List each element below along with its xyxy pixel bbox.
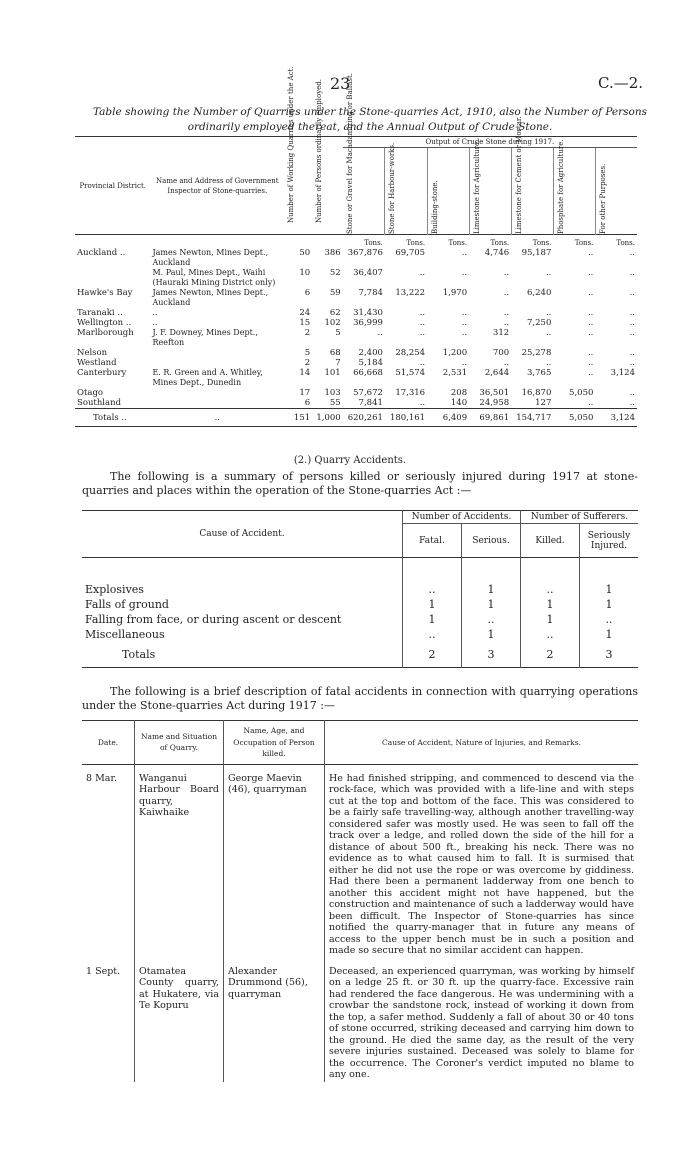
output-col-header xyxy=(595,148,637,235)
output-cell: .. xyxy=(419,318,426,328)
output-cell: .. xyxy=(377,328,383,338)
quarries-cell: 2 xyxy=(304,328,311,338)
district-cell: Southland xyxy=(77,398,122,408)
quarries-cell: 6 xyxy=(304,288,311,298)
col-quarries: Number of Working Quarries under the Act. xyxy=(287,66,296,223)
output-cell: 1,200 xyxy=(442,348,468,358)
output-cell: 17,316 xyxy=(395,388,426,398)
output-cell: .. xyxy=(629,318,635,328)
injured-cell: 1 xyxy=(580,627,639,642)
output-cell: 7,784 xyxy=(358,288,383,298)
output-cell: .. xyxy=(419,308,426,318)
acc-col-killed: Killed. xyxy=(521,524,580,558)
district-cell: Nelson xyxy=(77,348,108,358)
output-cell: 367,876 xyxy=(347,248,383,258)
fatal-cell: .. xyxy=(403,582,462,597)
col-inspector: Name and Address of Government Inspector of Stone-quarries. xyxy=(156,176,279,195)
fatal-row xyxy=(82,958,638,1082)
injured-cell: .. xyxy=(580,612,639,627)
output-cell: .. xyxy=(629,248,635,258)
cause-cell: Falls of ground xyxy=(85,597,169,611)
inspector-cell xyxy=(150,398,284,409)
output-cell: .. xyxy=(587,308,594,318)
persons-cell: 386 xyxy=(324,248,341,258)
output-cell: .. xyxy=(629,398,635,408)
unit-spacer xyxy=(75,235,150,249)
output-cell: 140 xyxy=(450,398,468,408)
inspector-cell: James Newton, Mines Dept., Auckland xyxy=(152,288,269,307)
totals-output: 154,717 xyxy=(516,412,552,423)
output-cell: .. xyxy=(503,358,510,368)
acc-col-cause: Cause of Accident. xyxy=(199,529,285,539)
output-cell: 1,970 xyxy=(442,288,468,298)
unit-spacer xyxy=(150,235,284,249)
spacer-row xyxy=(82,558,638,582)
killed-cell: 1 xyxy=(521,597,580,612)
output-col-header xyxy=(511,116,553,235)
fatal-col-cause: Cause of Accident, Nature of Injuries, and Remarks. xyxy=(325,721,639,765)
persons-cell: 59 xyxy=(329,288,341,298)
cause-remarks-cell: He had finished stripping, and commenced to descend via the rock-face, which was provided with a life-line and with steps cut at the top and bottom of the face. This was considered to be a fairly safe travelling-way, although another travelling-way considered safer was mostly used. He was seen to fall off the track over a ledge, and rolled down the side of the hill for a distance of about 500 ft., breaking his neck. There was no evidence as to what caused him to fall. It is surmised that either he did not use the rope or was overcome by giddiness. Had there been a permanent ladderway from one bench to another this accident might not have happened, but the construction and maintenance of such a ladderway would have been difficult. The Inspector of Stone-quarries has since notified the quarry-manager that in future any means of access to the upper bench must be in such a position and made so secure that no similar accident can happen. xyxy=(325,764,639,958)
serious-cell: 1 xyxy=(462,597,521,612)
output-cell: .. xyxy=(503,288,510,298)
output-cell: .. xyxy=(503,308,510,318)
totals-output: 180,161 xyxy=(389,412,426,423)
acc-col-injured: Seriously Injured. xyxy=(580,524,639,558)
fatal-accidents-table xyxy=(82,720,638,1082)
output-cell: 7,250 xyxy=(527,318,552,328)
output-cell: 2,531 xyxy=(442,368,468,378)
fatal-col-quarry: Name and Situation of Quarry. xyxy=(135,721,224,765)
output-cell: 13,222 xyxy=(395,288,426,298)
table-row xyxy=(75,368,637,388)
persons-cell: 7 xyxy=(335,358,341,368)
output-cell: .. xyxy=(419,358,426,368)
totals-persons: 1,000 xyxy=(316,412,341,423)
table-row xyxy=(75,328,637,348)
output-cell: .. xyxy=(587,358,594,368)
quarries-cell: 6 xyxy=(304,398,311,408)
output-cell: 31,430 xyxy=(353,308,383,318)
output-cell: .. xyxy=(461,328,468,338)
acc-col-num-accidents: Number of Accidents. xyxy=(403,511,521,524)
output-cell: 16,870 xyxy=(521,388,552,398)
unit-label: Tons. xyxy=(532,239,552,247)
quarries-cell: 24 xyxy=(299,308,311,318)
output-cell: .. xyxy=(461,268,468,278)
spacer xyxy=(82,558,403,582)
inspector-cell: J. F. Downey, Mines Dept., Reefton xyxy=(152,328,258,347)
output-cell: 2,400 xyxy=(358,348,383,358)
quarries-cell: 2 xyxy=(304,358,311,368)
totals-quarries: 151 xyxy=(293,412,311,423)
person-cell: Alexander Drummond (56), quarryman xyxy=(224,958,325,1082)
district-cell: Taranaki .. xyxy=(77,308,123,318)
quarries-cell: 15 xyxy=(299,318,311,328)
output-cell: .. xyxy=(629,328,635,338)
fatal-cell: 1 xyxy=(403,612,462,627)
output-cell: 312 xyxy=(492,328,510,338)
quarries-cell: 50 xyxy=(299,248,311,258)
district-cell xyxy=(75,268,150,288)
output-col-header xyxy=(385,142,427,235)
fatal-col-person: Name, Age, and Occupation of Person killed. xyxy=(224,721,325,765)
table-row xyxy=(75,248,637,268)
fatal-total: 2 xyxy=(403,642,462,668)
output-cell: .. xyxy=(587,368,594,378)
output-col-label: Stone for Harbour-works. xyxy=(388,142,397,234)
output-cell: 51,574 xyxy=(395,368,426,378)
col-persons: Number of Persons ordinarily employed. xyxy=(315,79,324,223)
table-row xyxy=(75,388,637,398)
output-col-label: Limestone for Cement or Mortar. xyxy=(514,116,523,234)
date-cell: 1 Sept. xyxy=(86,965,121,977)
date-cell: 8 Mar. xyxy=(86,772,117,784)
output-cell: 36,999 xyxy=(353,318,383,328)
totals-inspector: .. xyxy=(214,412,220,423)
output-cell: .. xyxy=(545,358,552,368)
killed-cell: 1 xyxy=(521,612,580,627)
col-district: Provincial District. xyxy=(79,181,147,190)
accident-row xyxy=(82,612,638,627)
spacer xyxy=(403,558,462,582)
district-cell: Wellington .. xyxy=(77,318,132,328)
output-cell: .. xyxy=(545,308,552,318)
output-cell: 127 xyxy=(535,398,552,408)
output-cell: 6,240 xyxy=(527,288,552,298)
table-row xyxy=(75,358,637,368)
fatal-cell: 1 xyxy=(403,597,462,612)
output-cell: .. xyxy=(629,288,635,298)
output-cell: 4,746 xyxy=(484,248,510,258)
output-cell: .. xyxy=(503,318,510,328)
person-cell: George Maevin (46), quarryman xyxy=(224,764,325,958)
inspector-cell: .. xyxy=(152,308,158,317)
output-cell: .. xyxy=(629,348,635,358)
quarry-cell: Otamatea County quarry, at Hukatere, via Te Kopuru xyxy=(135,958,224,1082)
col-output-group: Output of Crude Stone during 1917. xyxy=(343,137,637,148)
inspector-cell xyxy=(150,388,284,398)
unit-spacer xyxy=(312,235,343,249)
unit-label: Tons. xyxy=(490,239,510,247)
accidents-table xyxy=(82,510,638,668)
output-cell: 69,705 xyxy=(395,248,426,258)
table-row xyxy=(75,288,637,308)
output-cell: 5,050 xyxy=(569,388,594,398)
persons-cell: 5 xyxy=(335,328,341,338)
output-cell: .. xyxy=(587,248,594,258)
table-row xyxy=(75,308,637,318)
injured-cell: 1 xyxy=(580,582,639,597)
output-cell: .. xyxy=(419,328,426,338)
acc-col-num-sufferers: Number of Sufferers. xyxy=(521,511,639,524)
output-cell: 24,958 xyxy=(479,398,510,408)
accidents-intro: The following is a summary of persons killed or seriously injured during 1917 at stone-quarries and places within the operation of the Stone-quarries Act :— xyxy=(82,470,638,497)
totals-label: Totals .. xyxy=(93,412,127,423)
serious-cell: 1 xyxy=(462,627,521,642)
output-cell: .. xyxy=(587,328,594,338)
district-cell: Marlborough xyxy=(77,328,134,338)
accident-totals-label: Totals xyxy=(122,647,156,661)
document-reference: C.—2. xyxy=(598,74,644,92)
output-cell: 36,501 xyxy=(479,388,510,398)
output-cell: 5,184 xyxy=(358,358,383,368)
persons-cell: 62 xyxy=(329,308,341,318)
spacer xyxy=(580,558,639,582)
output-cell: 2,644 xyxy=(484,368,510,378)
output-cell: 95,187 xyxy=(521,248,552,258)
accident-row xyxy=(82,582,638,597)
output-cell: 3,765 xyxy=(527,368,552,378)
output-cell: 66,668 xyxy=(353,368,383,378)
quarries-cell: 10 xyxy=(299,268,311,278)
output-cell: .. xyxy=(587,288,594,298)
output-col-label: For other Purposes. xyxy=(598,163,607,234)
inspector-cell: .. xyxy=(152,318,158,327)
output-cell: .. xyxy=(587,318,594,328)
output-col-header xyxy=(469,139,511,235)
inspector-cell: M. Paul, Mines Dept., Waihi (Hauraki Mining District only) xyxy=(152,268,276,287)
inspector-cell: E. R. Green and A. Whitley, Mines Dept., Dunedin xyxy=(152,368,263,387)
accident-row xyxy=(82,597,638,612)
output-cell: .. xyxy=(587,348,594,358)
output-col-label: Limestone for Agriculture. xyxy=(472,139,481,234)
output-cell: 7,841 xyxy=(358,398,383,408)
killed-total: 2 xyxy=(521,642,580,668)
output-cell: 700 xyxy=(492,348,510,358)
output-cell: 25,278 xyxy=(521,348,552,358)
acc-col-fatal: Fatal. xyxy=(403,524,462,558)
injured-cell: 1 xyxy=(580,597,639,612)
output-cell: .. xyxy=(461,248,468,258)
accident-row xyxy=(82,627,638,642)
persons-cell: 103 xyxy=(324,388,341,398)
output-cell: .. xyxy=(629,268,635,278)
output-cell: .. xyxy=(629,308,635,318)
totals-output: 6,409 xyxy=(442,412,468,423)
totals-output: 3,124 xyxy=(610,412,635,423)
unit-label: Tons. xyxy=(616,239,635,247)
totals-row xyxy=(75,409,637,427)
table-row xyxy=(75,268,637,288)
acc-col-serious: Serious. xyxy=(462,524,521,558)
output-cell: .. xyxy=(629,358,635,368)
output-cell: .. xyxy=(629,388,635,398)
unit-label: Tons. xyxy=(574,239,594,247)
injured-total: 3 xyxy=(580,642,639,668)
output-cell: .. xyxy=(587,398,594,408)
output-cell: .. xyxy=(419,398,426,408)
output-col-label: Stone or Gravel for Macadamizing or Ballast. xyxy=(345,72,354,234)
persons-cell: 55 xyxy=(329,398,341,408)
table-caption: Table showing the Number of Quarries under the Stone-quarries Act, 1910, also the Number of Persons ordinarily employed thereat, and the Annual Output of Crude Stone. xyxy=(92,106,648,133)
totals-output: 620,261 xyxy=(347,412,383,423)
persons-cell: 102 xyxy=(324,318,341,328)
fatal-intro: The following is a brief description of fatal accidents in connection with quarrying operations under the Stone-quarries Act during 1917 :— xyxy=(82,685,638,712)
fatal-row xyxy=(82,764,638,958)
table-row xyxy=(75,348,637,358)
output-cell: .. xyxy=(587,268,594,278)
accidents-heading: (2.) Quarry Accidents. xyxy=(293,455,407,466)
accident-totals-row xyxy=(82,642,638,668)
totals-output: 69,861 xyxy=(479,412,510,423)
cause-remarks-cell: Deceased, an experienced quarryman, was working by himself on a ledge 25 ft. or 30 ft. up the quarry-face. Excessive rain had rendered the face dangerous. He was undermining with a crowbar the sandstone rock, instead of working it down from the top, a safer method. Suddenly a fall of about 30 or 40 tons of stone occurred, striking deceased and carrying him down to the ground. He died the same day, as the result of the very severe injuries sustained. Deceased was solely to blame for the occurrence. The Coroner's verdict imputed no blame to any one. xyxy=(325,958,639,1082)
output-cell: 36,407 xyxy=(353,268,383,278)
district-cell: Auckland .. xyxy=(77,248,126,258)
serious-total: 3 xyxy=(462,642,521,668)
quarries-cell: 17 xyxy=(299,388,311,398)
output-col-label: Phosphate for Agriculture. xyxy=(556,139,565,234)
unit-label: Tons. xyxy=(364,239,383,247)
output-col-label: Building-stone. xyxy=(430,180,439,234)
output-cell: .. xyxy=(503,268,510,278)
unit-label: Tons. xyxy=(448,239,468,247)
quarries-cell: 14 xyxy=(299,368,311,378)
inspector-cell xyxy=(150,348,284,358)
killed-cell: .. xyxy=(521,582,580,597)
output-cell: .. xyxy=(461,318,468,328)
cause-cell: Miscellaneous xyxy=(85,627,165,641)
quarries-cell: 5 xyxy=(304,348,311,358)
spacer xyxy=(462,558,521,582)
output-cell: 3,124 xyxy=(610,368,635,378)
totals-output: 5,050 xyxy=(569,412,594,423)
quarry-cell: Wanganui Harbour Board quarry, Kaiwhaike xyxy=(135,764,224,958)
inspector-cell xyxy=(150,358,284,368)
output-cell: .. xyxy=(545,328,552,338)
output-cell: 208 xyxy=(450,388,468,398)
output-cell: .. xyxy=(461,358,468,368)
output-cell: .. xyxy=(461,308,468,318)
spacer xyxy=(521,558,580,582)
inspector-cell: James Newton, Mines Dept., Auckland xyxy=(152,248,269,267)
killed-cell: .. xyxy=(521,627,580,642)
persons-cell: 101 xyxy=(324,368,341,378)
fatal-cell: .. xyxy=(403,627,462,642)
output-cell: .. xyxy=(419,268,426,278)
table-row xyxy=(75,398,637,409)
output-cell: 28,254 xyxy=(395,348,426,358)
persons-cell: 68 xyxy=(329,348,341,358)
output-col-header xyxy=(427,148,469,235)
page-number: 23 xyxy=(330,74,351,93)
serious-cell: .. xyxy=(462,612,521,627)
output-col-header xyxy=(553,139,595,235)
district-cell: Hawke's Bay xyxy=(77,288,133,298)
output-cell: 57,672 xyxy=(353,388,383,398)
unit-spacer xyxy=(284,235,312,249)
unit-label: Tons. xyxy=(406,239,426,247)
district-cell: Westland xyxy=(77,358,117,368)
table-row xyxy=(75,318,637,328)
cause-cell: Falling from face, or during ascent or descent xyxy=(85,612,342,626)
district-cell: Otago xyxy=(77,388,104,398)
serious-cell: 1 xyxy=(462,582,521,597)
cause-cell: Explosives xyxy=(85,582,144,596)
persons-cell: 52 xyxy=(329,268,341,278)
output-cell: .. xyxy=(545,268,552,278)
output-col-header xyxy=(343,72,385,235)
district-cell: Canterbury xyxy=(77,368,127,378)
fatal-col-date: Date. xyxy=(97,737,119,747)
